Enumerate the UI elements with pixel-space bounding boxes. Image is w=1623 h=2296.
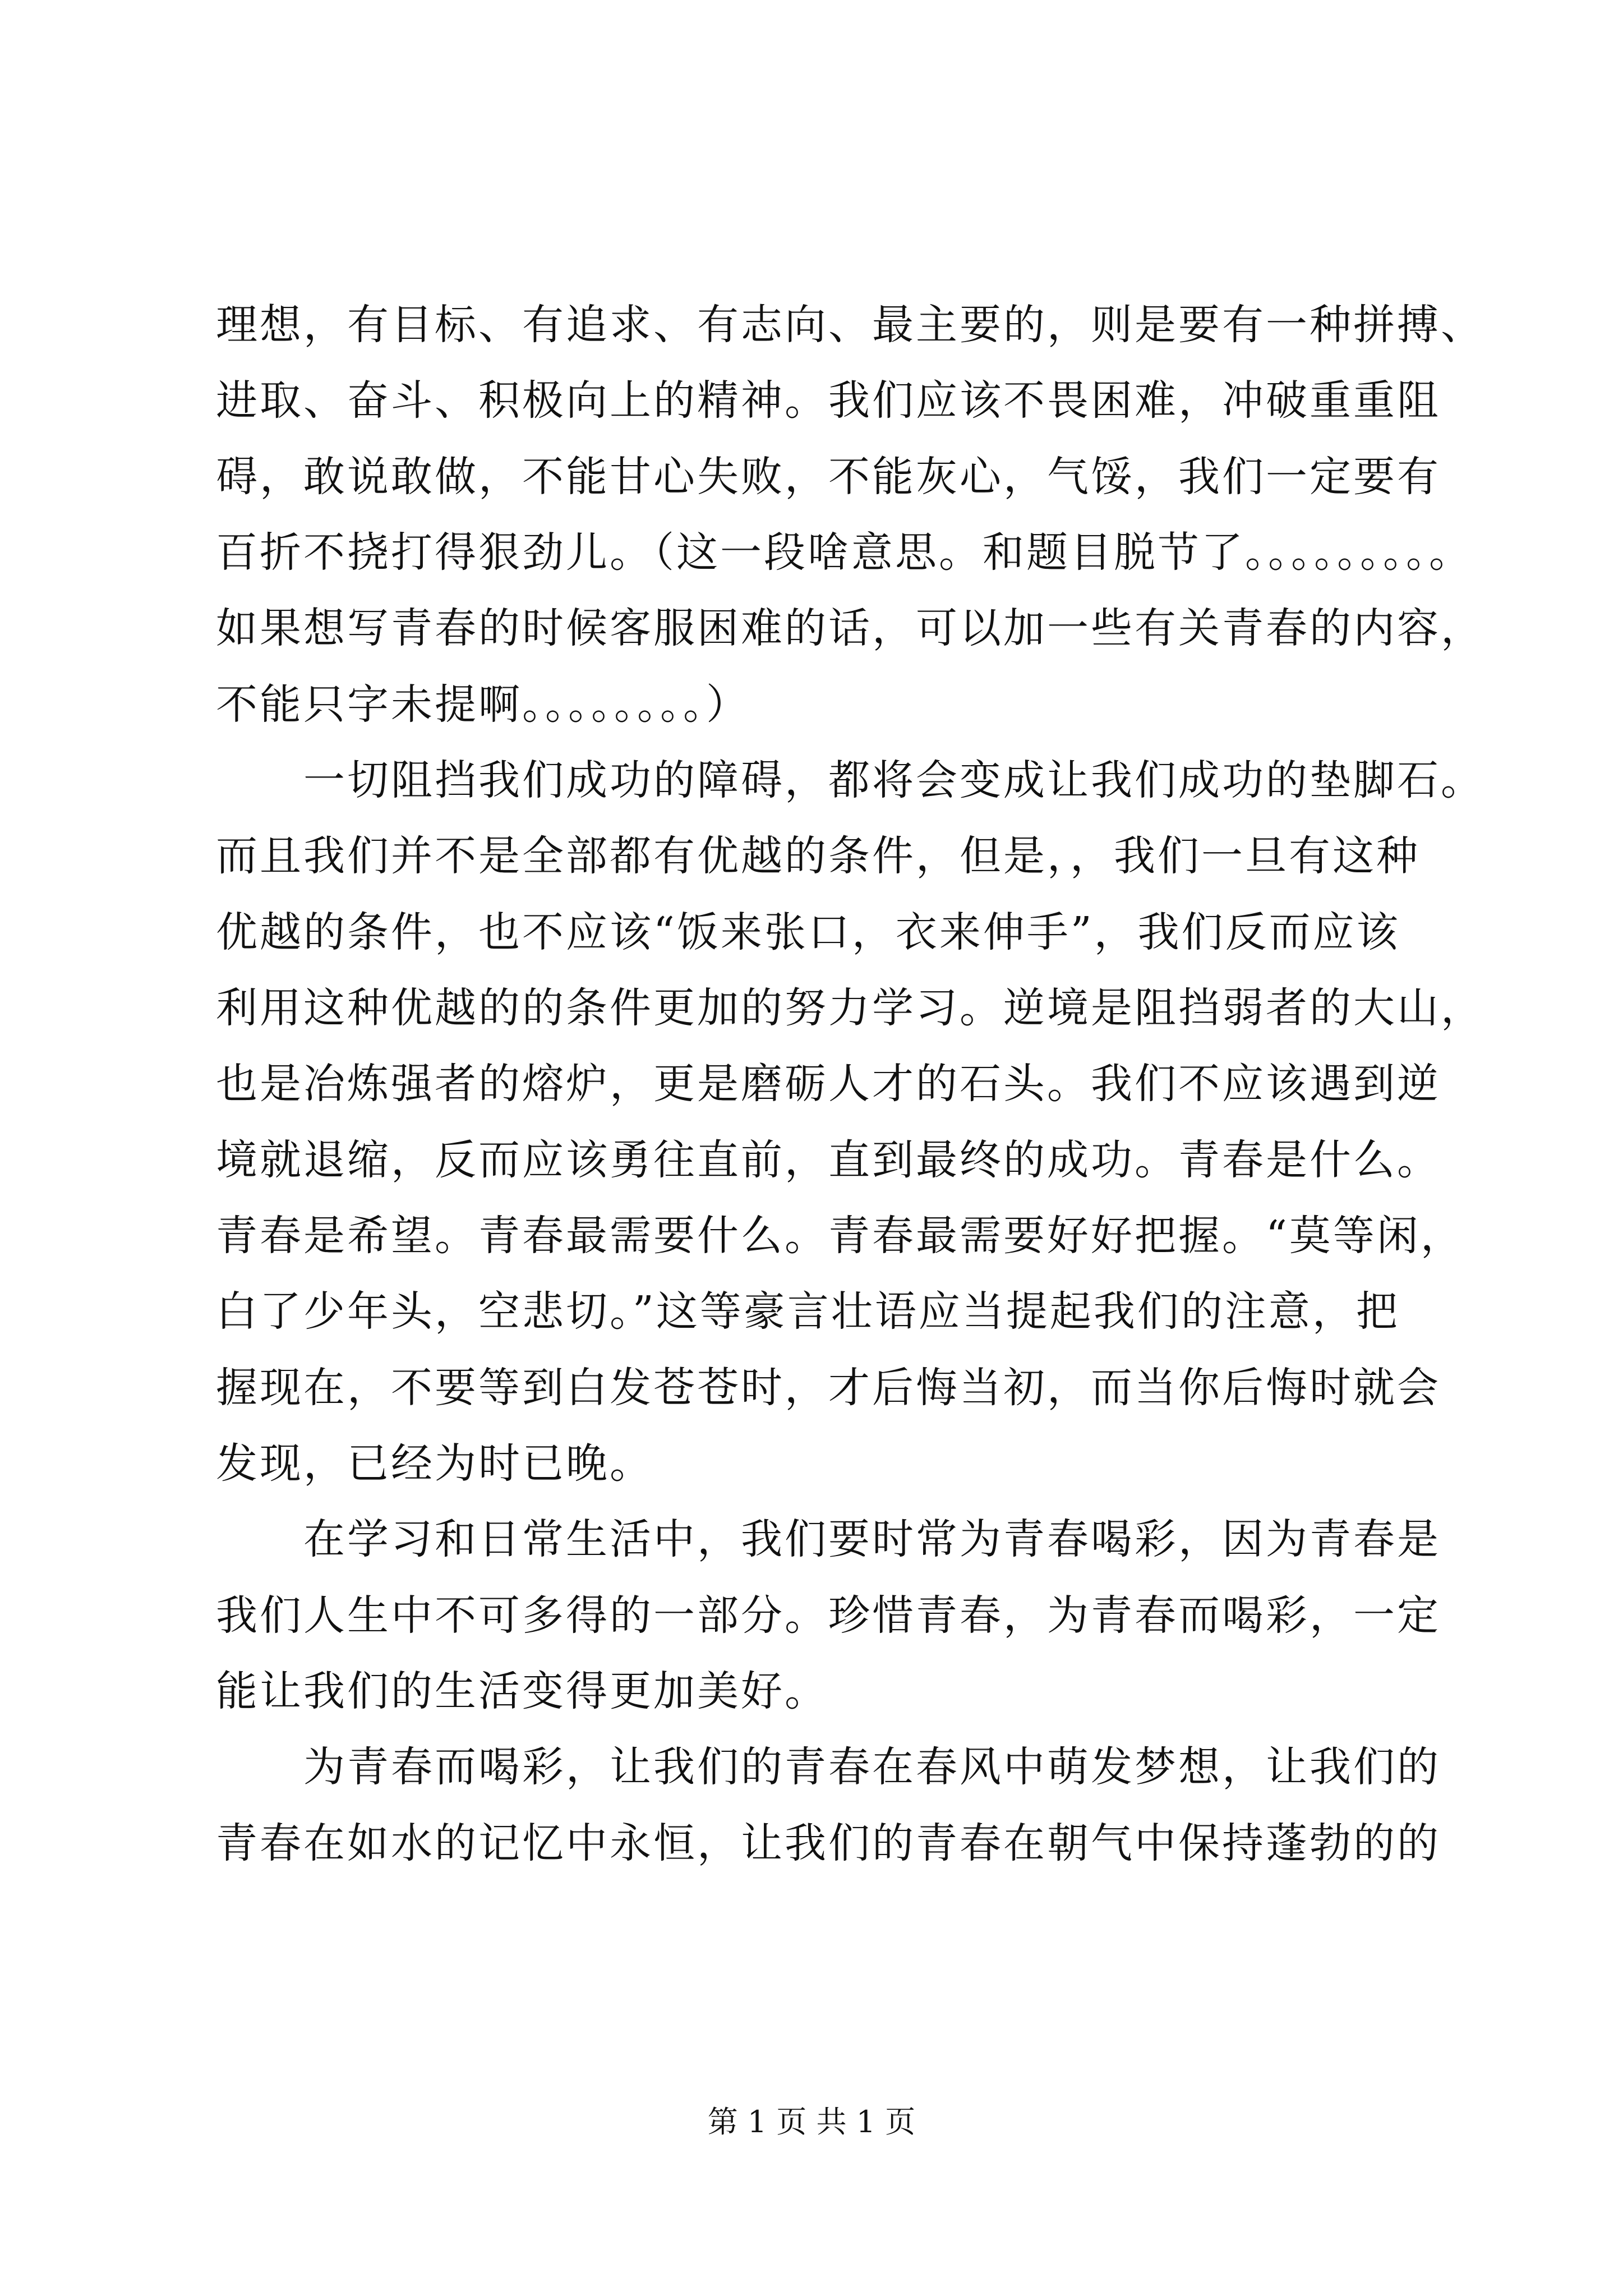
body-text-line: 如果想写青春的时候客服困难的话，可以加一些有关青春的内容，	[216, 604, 1484, 652]
body-text-line: 发现，已经为时已晚。	[216, 1439, 653, 1488]
body-text-line: 为青春而喝彩，让我们的青春在春风中萌发梦想，让我们的	[216, 1743, 1441, 1791]
page-footer	[0, 2102, 1623, 2142]
body-text-line: 境就退缩，反而应该勇往直前，直到最终的成功。青春是什么。	[216, 1136, 1441, 1184]
body-text-line: 优越的条件，也不应该“饭来张口，衣来伸手”，我们反而应该	[216, 908, 1400, 956]
body-text-line: 一切阻挡我们成功的障碍，都将会变成让我们成功的垫脚石。	[216, 756, 1484, 804]
body-text-line: 白了少年头，空悲切。”这等豪言壮语应当提起我们的注意，把	[216, 1287, 1400, 1336]
body-text-line: 在学习和日常生活中，我们要时常为青春喝彩，因为青春是	[216, 1515, 1441, 1563]
body-text-line: 握现在，不要等到白发苍苍时，才后悔当初，而当你后悔时就会	[216, 1364, 1441, 1412]
body-text-line: 利用这种优越的的条件更加的努力学习。逆境是阻挡弱者的大山，	[216, 984, 1484, 1032]
body-text-line: 我们人生中不可多得的一部分。珍惜青春，为青春而喝彩，一定	[216, 1591, 1441, 1640]
body-text-line: 不能只字未提啊。。。。。。。。）	[216, 680, 750, 729]
body-text-line: 理想，有目标、有追求、有志向、最主要的，则是要有一种拼搏、	[216, 301, 1484, 349]
body-text-line: 也是冶炼强者的熔炉，更是磨砺人才的石头。我们不应该遇到逆	[216, 1060, 1441, 1108]
body-text-line: 碍，敢说敢做，不能甘心失败，不能灰心，气馁，我们一定要有	[216, 453, 1441, 501]
body-text-line: 青春是希望。青春最需要什么。青春最需要好好把握。“莫等闲，	[216, 1212, 1464, 1260]
body-text-line: 青春在如水的记忆中永恒，让我们的青春在朝气中保持蓬勃的的	[216, 1819, 1441, 1867]
body-text-line: 而且我们并不是全部都有优越的条件，但是，，我们一旦有这种	[216, 832, 1420, 880]
body-text-line: 百折不挠打得狠劲儿。（这一段啥意思。和题目脱节了。。。。。。。。。	[216, 528, 1473, 577]
body-text-line: 进取、奋斗、积极向上的精神。我们应该不畏困难，冲破重重阻	[216, 376, 1441, 425]
body-text-line: 能让我们的生活变得更加美好。	[216, 1667, 828, 1715]
page-number-label: 第 1 页 共 1 页	[707, 2104, 916, 2139]
